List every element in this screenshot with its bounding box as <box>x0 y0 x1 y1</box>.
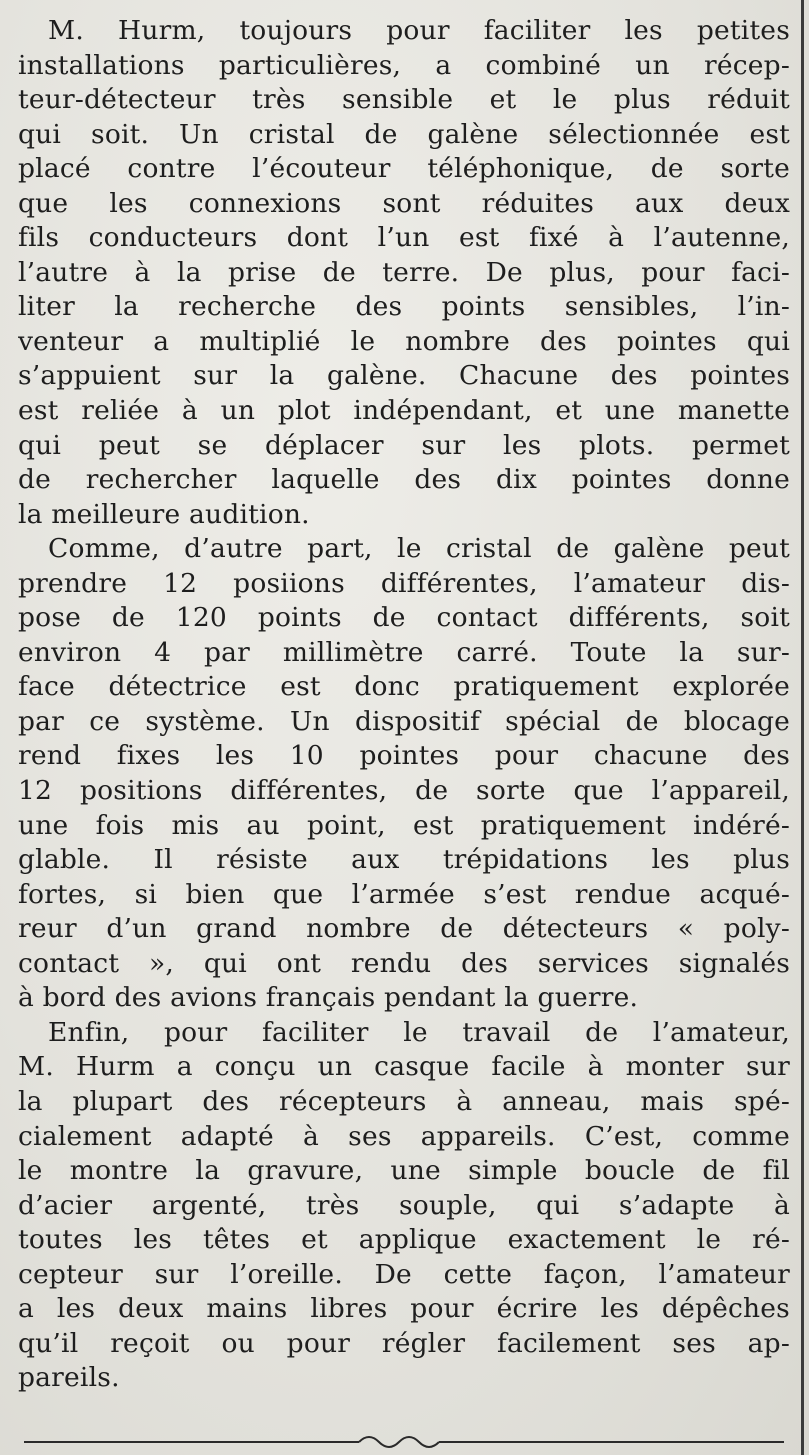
text-line: est reliée à un plot indépendant, et une manette <box>18 395 790 427</box>
text-line: Enfin, pour faciliter le travail de l’amateur, <box>48 1016 790 1048</box>
text-line: environ 4 par millimètre carré. Toute la sur- <box>18 636 790 668</box>
text-line: rend fixes les 10 pointes pour chacune des <box>18 740 790 772</box>
paragraph-2 <box>18 532 790 1016</box>
text-line: 12 positions différentes, de sorte que l’appareil, <box>18 775 790 807</box>
text-line: par ce système. Un dispositif spécial de blocage <box>18 705 790 737</box>
text-line: placé contre l’écouteur téléphonique, de sorte <box>18 153 790 185</box>
text-line: liter la recherche des points sensibles, l’in- <box>18 291 790 323</box>
text-line: le montre la gravure, une simple boucle de fil <box>18 1155 790 1187</box>
text-line: cialement adapté à ses appareils. C’est, comme <box>18 1120 790 1152</box>
text-line: a les deux mains libres pour écrire les dépêches <box>18 1293 790 1325</box>
text-line: la meilleure audition. <box>18 498 310 530</box>
wavy-divider-rule <box>24 1430 784 1450</box>
text-line: reur d’un grand nombre de détecteurs « poly- <box>18 913 790 945</box>
text-line: glable. Il résiste aux trépidations les plus <box>18 844 790 876</box>
text-line: installations particulières, a combiné un récep- <box>18 49 790 81</box>
text-line: contact », qui ont rendu des services signalés <box>18 947 790 979</box>
text-line: fils conducteurs dont l’un est fixé à l’autenne, <box>18 222 790 254</box>
text-line: prendre 12 posiions différentes, l’amateur dis- <box>18 567 790 599</box>
text-line: d’acier argenté, très souple, qui s’adapte à <box>18 1189 790 1221</box>
text-line: pareils. <box>18 1362 120 1394</box>
text-line: l’autre à la prise de terre. De plus, pour faci- <box>18 256 790 288</box>
text-line: une fois mis au point, est pratiquement indéré- <box>18 809 790 841</box>
text-line: M. Hurm a conçu un casque facile à monter sur <box>18 1051 790 1083</box>
text-line: cepteur sur l’oreille. De cette façon, l’amateur <box>18 1258 790 1290</box>
text-line: fortes, si bien que l’armée s’est rendue acqué- <box>18 878 790 910</box>
text-line: que les connexions sont réduites aux deux <box>18 187 790 219</box>
paragraph-1 <box>18 14 790 532</box>
column-border <box>801 0 804 1455</box>
text-line: la plupart des récepteurs à anneau, mais spé- <box>18 1085 790 1117</box>
article-body <box>18 14 790 1396</box>
text-line: à bord des avions français pendant la guerre. <box>18 982 639 1014</box>
text-line: venteur a multiplié le nombre des pointes qui <box>18 325 790 357</box>
text-line: face détectrice est donc pratiquement explorée <box>18 671 790 703</box>
text-line: qui soit. Un cristal de galène sélectionnée est <box>18 118 790 150</box>
paragraph-3 <box>18 1016 790 1396</box>
text-line: teur-détecteur très sensible et le plus réduit <box>18 84 790 116</box>
text-line: s’appuient sur la galène. Chacune des pointes <box>18 360 790 392</box>
text-line: toutes les têtes et applique exactement le ré- <box>18 1224 790 1256</box>
text-line: de rechercher laquelle des dix pointes donne <box>18 464 790 496</box>
text-line: qui peut se déplacer sur les plots. permet <box>18 429 790 461</box>
text-line: qu’il reçoit ou pour régler facilement ses ap- <box>18 1327 790 1359</box>
text-line: pose de 120 points de contact différents, soit <box>18 602 790 634</box>
text-line: M. Hurm, toujours pour faciliter les petites <box>48 15 790 46</box>
text-line: Comme, d’autre part, le cristal de galène peut <box>48 533 790 565</box>
